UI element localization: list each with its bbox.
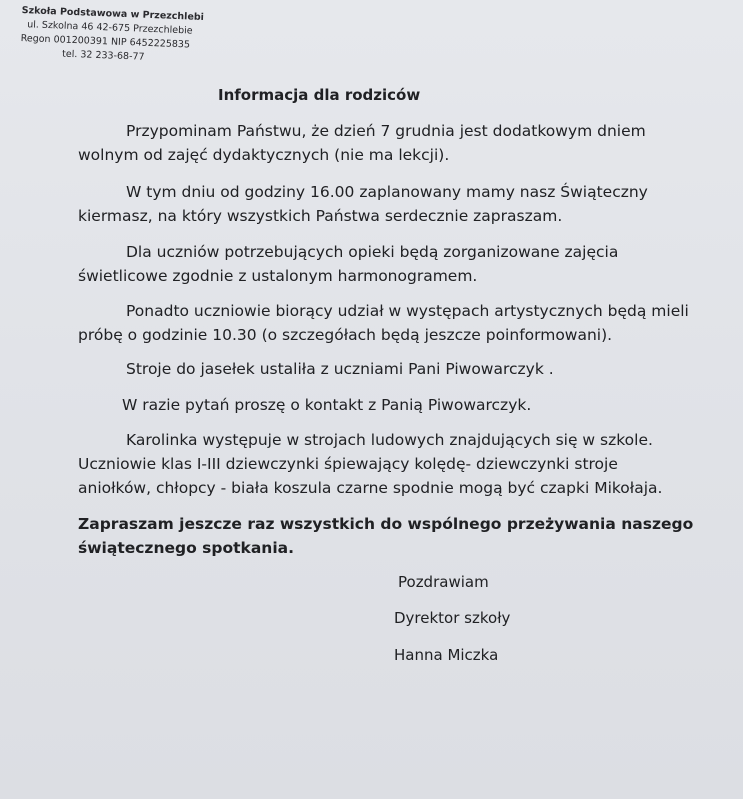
paragraph-line: W tym dniu od godziny 16.00 zaplanowany mamy nasz Świąteczny: [126, 183, 648, 201]
paragraph-line: Dla uczniów potrzebujących opieki będą zorganizowane zajęcia: [126, 243, 619, 261]
paragraph-line: kiermasz, na który wszystkich Państwa serdecznie zapraszam.: [78, 207, 563, 225]
stamp-line-address: ul. Szkolna 46 42-675 Przezchlebie: [26, 19, 193, 37]
stamp-line-school: Szkoła Podstawowa w Przezchlebi: [21, 4, 205, 23]
paragraph-outfits: [78, 428, 728, 500]
paragraph-rehearsal: [78, 299, 728, 347]
paragraph-line: Karolinka występuje w strojach ludowych znajdujących się w szkole.: [126, 431, 653, 449]
paragraph-line: Ponadto uczniowie biorący udział w występach artystycznych będą mieli: [126, 302, 689, 320]
stamp-line-phone: tel. 32 233-68-77: [61, 48, 145, 63]
paragraph-fair: [78, 180, 728, 228]
paragraph-line: Uczniowie klas I-III dziewczynki śpiewający kolędę- dziewczynki stroje: [78, 455, 618, 473]
paragraph-line: W razie pytań proszę o kontakt z Panią Piwowarczyk.: [122, 396, 532, 414]
paragraph-line: próbę o godzinie 10.30 (o szczegółach będą jeszcze poinformowani).: [78, 326, 613, 344]
signature-name: Hanna Miczka: [394, 646, 499, 664]
paragraph-care: [78, 240, 728, 288]
closing-line: świątecznego spotkania.: [78, 539, 294, 557]
signature-role: Dyrektor szkoły: [394, 609, 511, 627]
closing-line: Zapraszam jeszcze raz wszystkich do wspólnego przeżywania naszego: [78, 515, 694, 533]
paragraph-line: Stroje do jasełek ustaliła z uczniami Pani Piwowarczyk .: [126, 360, 554, 378]
paragraph-contact: [78, 393, 728, 417]
paragraph-line: świetlicowe zgodnie z ustalonym harmonogramem.: [78, 267, 478, 285]
paragraph-line: wolnym od zajęć dydaktycznych (nie ma lekcji).: [78, 146, 450, 164]
paragraph-line: Przypominam Państwu, że dzień 7 grudnia jest dodatkowym dniem: [126, 122, 646, 140]
paragraph-day-off: [78, 119, 728, 167]
paragraph-costumes: [78, 357, 728, 381]
document-title: Informacja dla rodziców: [218, 86, 421, 104]
stamp-line-regon: Regon 001200391 NIP 6452225835: [20, 32, 191, 51]
signature-greeting: Pozdrawiam: [398, 573, 489, 591]
paragraph-line: aniołków, chłopcy - biała koszula czarne spodnie mogą być czapki Mikołaja.: [78, 479, 663, 497]
closing-invitation: [78, 512, 728, 560]
school-stamp: [20, 4, 204, 67]
